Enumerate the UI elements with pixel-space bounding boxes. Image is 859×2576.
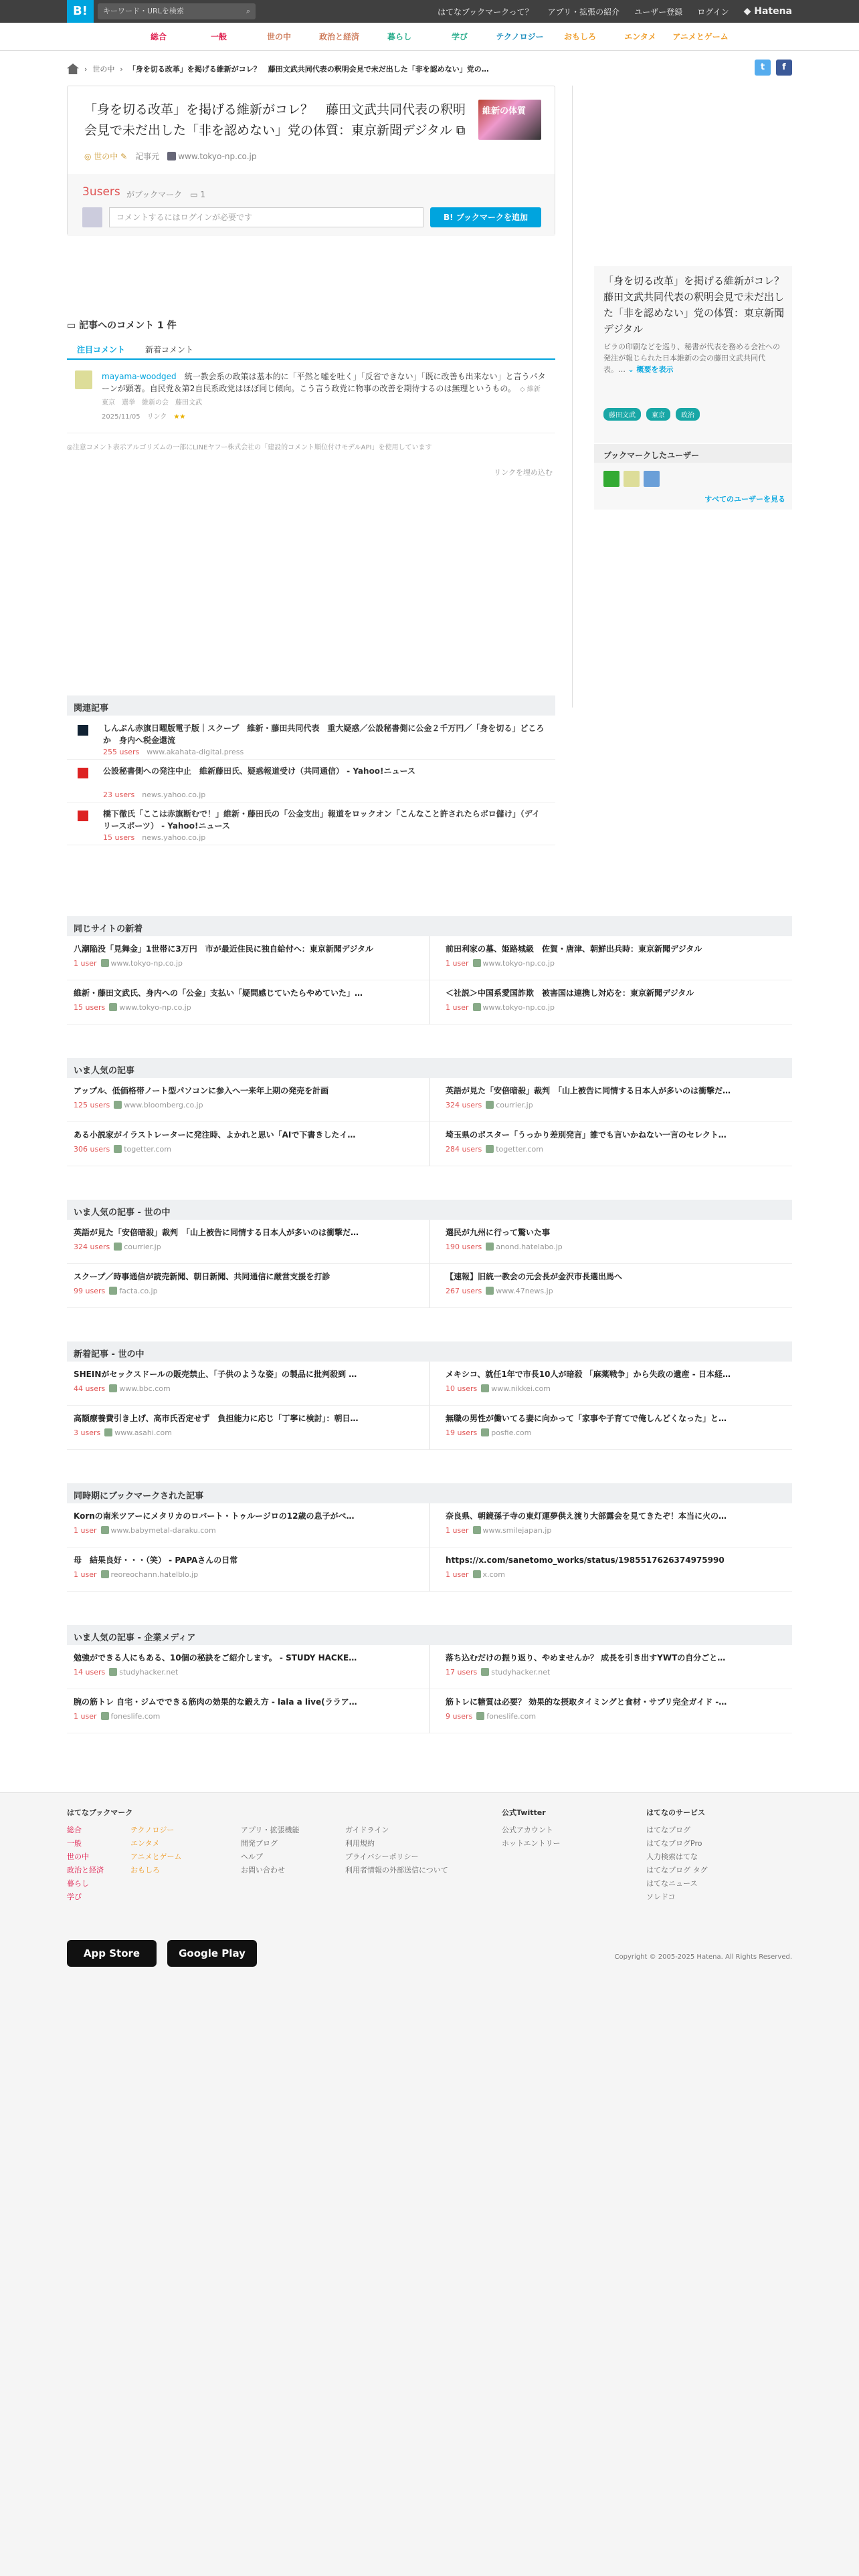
sidebar-summary: ビラの印刷などを巡り、秘書が代表を務める会社への発注が報じられた日本維新の会の藤田文武共同代表。… ⌄ 概要を表示 <box>603 342 780 374</box>
article-users[interactable]: 17 users <box>446 1668 478 1677</box>
article-title[interactable]: 英語が見た「安倍暗殺」裁判 「山上被告に同情する日本人が多いのは衝撃だ… <box>74 1228 359 1237</box>
article-users[interactable]: 1 user <box>74 1570 97 1579</box>
footer-link[interactable]: ヘルプ <box>241 1852 263 1861</box>
footer-link[interactable]: アプリ・拡張機能 <box>241 1826 300 1834</box>
related-item[interactable] <box>67 720 555 760</box>
site-favicon-icon <box>473 1570 481 1578</box>
bookmark-row <box>68 175 555 236</box>
article-meta <box>74 1570 421 1579</box>
site-favicon-icon <box>109 1003 117 1011</box>
footer-link[interactable]: お問い合わせ <box>241 1866 285 1874</box>
article-title[interactable]: 無職の男性が働いてる妻に向かって「家事や子育てで俺しんどくなった」と… <box>446 1414 727 1423</box>
comments-heading: ▭ 記事へのコメント 1 件 <box>67 320 177 331</box>
article-users[interactable]: 1 user <box>446 1003 469 1012</box>
footer-link[interactable]: ガイドライン <box>345 1826 389 1834</box>
embed-link[interactable]: リンクを埋め込む <box>494 468 553 477</box>
category-tab[interactable]: 暮らし <box>387 32 411 41</box>
article-domain[interactable]: www.bbc.com <box>119 1384 171 1393</box>
footer-brand-col <box>67 1806 181 1904</box>
hatena-brand[interactable]: ◆ Hatena <box>743 6 792 17</box>
related-title[interactable]: 公設秘書側への発注中止 維新藤田氏、疑惑報道受け（共同通信） - Yahoo!ニュース <box>103 766 415 776</box>
article-domain[interactable]: facta.co.jp <box>119 1287 158 1295</box>
source-label: 記事元 <box>135 152 160 161</box>
article-item[interactable] <box>67 1503 430 1547</box>
external-link-icon: ⧉ <box>456 123 466 138</box>
apps-link[interactable]: アプリ・拡張の紹介 <box>547 7 620 17</box>
site-favicon-icon <box>104 1428 112 1436</box>
footer-brand: はてなブックマーク <box>67 1808 133 1817</box>
site-favicon-icon <box>481 1428 489 1436</box>
article-title[interactable]: スクープ／時事通信が読売新聞、朝日新聞、共同通信に厳営支援を打診 <box>74 1272 330 1281</box>
article-meta <box>446 1145 784 1154</box>
footer-services-col: はてなのサービス はてなブログ はてなブログPro 人力検索はてな はてなブログ タグ はてなニュース ソレドコ <box>646 1806 708 1904</box>
article-meta <box>74 1243 421 1251</box>
comment-text: 統一教会系の政策は基本的に「平然と嘘を吐く」「反省できない」「既に改善も出来ない」と言うパターンが顕著。自民党＆第2自民系政党はほぼ同じ傾向。こう言う政党に物事の改善を期待するのは無理というもの。 <box>102 372 546 393</box>
article-users[interactable]: 19 users <box>446 1428 478 1437</box>
about-link[interactable]: はてなブックマークって？ <box>437 7 533 17</box>
article-section <box>67 916 792 1025</box>
article-users[interactable]: 1 user <box>446 1526 469 1535</box>
site-favicon-icon <box>473 959 481 967</box>
article-title[interactable]: ある小説家がイラストレーターに発注時、よかれと思い「AIで下書きしたイ… <box>74 1130 356 1140</box>
footer-link[interactable]: 開発ブログ <box>241 1839 278 1848</box>
footer-link[interactable]: 公式アカウント <box>502 1826 553 1834</box>
related-domain[interactable]: www.akahata-digital.press <box>147 748 244 756</box>
footer-link[interactable]: はてなブログPro <box>646 1839 702 1848</box>
article-section <box>67 1625 792 1733</box>
article-item[interactable] <box>67 1406 430 1450</box>
article-meta <box>74 1287 421 1295</box>
footer-link[interactable]: 一般 <box>67 1839 82 1848</box>
article-title[interactable]: 選民が九州に行って驚いた事 <box>446 1228 551 1237</box>
comment-tabs <box>67 341 555 360</box>
comment-algorithm-note: ◎注意コメント表示アルゴリズムの一部にLINEヤフー株式会社の「建設的コメント順位付けモデルAPI」を使用しています <box>67 444 432 451</box>
bookmark-label: がブックマーク ▭ 1 <box>126 190 205 199</box>
register-link[interactable]: ユーザー登録 <box>634 7 683 17</box>
article-users[interactable]: 15 users <box>74 1003 106 1012</box>
section-heading: 同時期にブックマークされた記事 <box>67 1483 792 1503</box>
search-placeholder: キーワード・URLを検索 <box>103 7 184 15</box>
article-users[interactable]: 324 users <box>446 1101 482 1109</box>
article-item[interactable] <box>67 1689 430 1733</box>
site-favicon-icon <box>101 959 109 967</box>
article-meta <box>446 1712 784 1721</box>
article-item[interactable] <box>430 1362 792 1406</box>
site-favicon-icon <box>114 1101 122 1109</box>
article-users[interactable]: 125 users <box>74 1101 110 1109</box>
article-domain[interactable]: studyhacker.net <box>491 1668 551 1677</box>
article-meta <box>446 1003 784 1012</box>
article-users[interactable]: 1 user <box>74 1526 97 1535</box>
hatena-bookmark-logo[interactable]: B! <box>67 0 94 23</box>
article-domain[interactable]: www.tokyo-np.co.jp <box>482 1003 555 1012</box>
article-title[interactable]: https://x.com/sanetomo_works/status/1985517626374975990 <box>446 1555 725 1565</box>
related-heading: 関連記事 <box>67 695 555 716</box>
article-item[interactable] <box>67 1264 430 1308</box>
article-title[interactable]: 高額療養費引き上げ、高市氏否定せず 負担能力に応じ「丁寧に検討」：朝日… <box>74 1414 359 1423</box>
comment-icon: ▭ <box>67 320 76 331</box>
article-item[interactable] <box>430 1122 792 1166</box>
related-domain[interactable]: news.yahoo.co.jp <box>142 833 206 842</box>
footer-link[interactable]: 学び <box>67 1893 82 1901</box>
article-users[interactable]: 44 users <box>74 1384 106 1393</box>
section-heading: いま人気の記事 <box>67 1058 792 1078</box>
article-title[interactable]: 八潮陥没「見舞金」1世帯に3万円 市が最近住民に独自給付へ：東京新聞デジタル <box>74 944 373 954</box>
comment-link[interactable]: リンク <box>147 413 167 421</box>
article-title[interactable]: ＜社説＞中国系愛国詐欺 被害国は連携し対応を：東京新聞デジタル <box>446 988 694 998</box>
footer-link[interactable]: ソレドコ <box>646 1893 676 1901</box>
article-meta <box>446 1384 784 1393</box>
category-tab[interactable]: おもしろ <box>563 32 596 41</box>
article-meta <box>74 959 421 968</box>
site-favicon-icon <box>481 1668 489 1676</box>
section-heading: いま人気の記事 - 企業メディア <box>67 1625 792 1645</box>
article-grid <box>67 1362 792 1450</box>
category-tab[interactable]: エンタメ <box>624 32 656 41</box>
user-avatar <box>82 207 102 227</box>
related-meta <box>103 832 205 843</box>
article-grid <box>67 1220 792 1308</box>
article-title[interactable]: Kornの南米ツアーにメタリカのロバート・トゥルージロの12歳の息子がベ… <box>74 1511 355 1521</box>
bookmark-count[interactable]: 3users <box>82 185 120 199</box>
article-domain[interactable]: www.bloomberg.co.jp <box>124 1101 203 1109</box>
footer-link[interactable]: はてなブログ <box>646 1826 690 1834</box>
site-favicon-icon <box>486 1243 494 1251</box>
category-tab[interactable]: テクノロジー <box>496 32 544 41</box>
site-favicon-icon <box>101 1570 109 1578</box>
top-links <box>438 0 792 23</box>
article-grid <box>67 1078 792 1166</box>
facebook-share-icon[interactable]: f <box>776 60 792 76</box>
article-meta <box>74 1384 421 1393</box>
entry-meta <box>84 150 256 162</box>
section-heading: いま人気の記事 - 世の中 <box>67 1200 792 1220</box>
footer-twitter-col: 公式Twitter 公式アカウント ホットエントリー <box>502 1806 561 1850</box>
article-meta <box>446 1287 784 1295</box>
article-title[interactable]: アップル、低価格帯ノート型パソコンに参入へ一来年上期の発売を計画 <box>74 1086 329 1095</box>
column-divider <box>572 86 573 708</box>
article-item[interactable] <box>430 1406 792 1450</box>
article-meta <box>446 1570 784 1579</box>
bookmarked-users-heading: ブックマークしたユーザー <box>594 443 792 463</box>
article-title[interactable]: 埼玉県のポスター「うっかり差別発言」誰でも言いかねない一言のセレクト… <box>446 1130 727 1140</box>
related-site-icon <box>78 768 88 778</box>
article-item[interactable] <box>430 936 792 980</box>
related-title[interactable]: しんぶん赤旗日曜版電子版｜スクープ 維新・藤田共同代表 重大疑惑／公設秘書側に公金２千万円／「身を切る」どころか 身内へ税金還流 <box>103 724 545 745</box>
article-title[interactable]: SHEINがセックスドールの販売禁止、「子供のような姿」の製品に批判殺到 … <box>74 1370 357 1379</box>
article-item[interactable] <box>430 1220 792 1264</box>
entry-domain[interactable]: www.tokyo-np.co.jp <box>167 152 256 161</box>
site-favicon-icon <box>473 1003 481 1011</box>
article-domain[interactable]: x.com <box>482 1570 505 1579</box>
twitter-share-icon[interactable]: t <box>755 60 771 76</box>
footer-link[interactable]: 人力検索はてな <box>646 1852 698 1861</box>
site-favicon-icon <box>481 1384 489 1392</box>
site-favicon-icon <box>473 1526 481 1534</box>
tab-attention[interactable]: 注目コメント <box>76 345 125 354</box>
entry-title[interactable]: 「身を切る改革」を掲げる維新がコレ？ 藤田文武共同代表の釈明会見で未だ出した「非を認めない」党の体質：東京新聞デジタル ⧉ <box>84 102 466 138</box>
article-item[interactable] <box>67 1547 430 1592</box>
site-favicon-icon <box>109 1384 117 1392</box>
article-meta <box>446 959 784 968</box>
article-item[interactable] <box>430 1264 792 1308</box>
footer-link[interactable]: おもしろ <box>130 1866 160 1874</box>
article-meta <box>446 1243 784 1251</box>
article-item[interactable] <box>430 1645 792 1689</box>
footer-link[interactable]: 総合 <box>67 1826 82 1834</box>
article-domain[interactable]: www.tokyo-np.co.jp <box>119 1003 191 1012</box>
article-domain[interactable]: togetter.com <box>124 1145 171 1154</box>
category-tab[interactable]: アニメとゲーム <box>672 32 729 41</box>
site-favicon-icon <box>486 1287 494 1295</box>
comment-info: 2025/11/05 リンク ★★ <box>102 413 186 421</box>
article-meta <box>74 1101 421 1109</box>
article-item[interactable] <box>430 1689 792 1733</box>
article-meta <box>74 1712 421 1721</box>
article-item[interactable] <box>430 1547 792 1592</box>
article-users[interactable]: 1 user <box>74 1712 97 1721</box>
footer-link[interactable]: 利用者情報の外部送信について <box>345 1866 448 1874</box>
article-domain[interactable]: www.smilejapan.jp <box>482 1526 552 1535</box>
search-icon[interactable]: ⌕ <box>246 7 250 15</box>
see-all-users-link[interactable]: すべてのユーザーを見る <box>704 495 785 504</box>
article-title[interactable]: メキシコ、就任1年で市長10人が暗殺 「麻薬戦争」から失政の遺産 - 日本経… <box>446 1370 731 1379</box>
site-favicon-icon <box>476 1712 484 1720</box>
article-section <box>67 1200 792 1308</box>
article-domain[interactable]: studyhacker.net <box>119 1668 179 1677</box>
related-title[interactable]: 橋下徹氏「ここは赤旗断むで！」維新・藤田氏の「公金支出」報道をロックオン「こんなこと許されたらポロ儲け」（デイリースポーツ） - Yahoo!ニュース <box>103 809 540 831</box>
article-domain[interactable]: reoreochann.hatelblo.jp <box>110 1570 199 1579</box>
show-summary-link[interactable]: ⌄ 概要を表示 <box>628 365 674 374</box>
tag-list <box>603 408 700 421</box>
category-nav <box>0 23 859 51</box>
commenter-name[interactable]: mayama-woodged <box>102 372 177 381</box>
comment-tags: ◇ 維新 東京 選挙 維新の会 藤田文武 <box>102 386 547 407</box>
article-grid <box>67 1645 792 1733</box>
article-users[interactable]: 1 user <box>446 959 469 968</box>
article-domain[interactable]: www.tokyo-np.co.jp <box>482 959 555 968</box>
article-domain[interactable]: posfie.com <box>491 1428 532 1437</box>
footer-link[interactable]: ホットエントリー <box>502 1839 561 1848</box>
footer <box>0 1792 859 2576</box>
site-favicon-icon <box>109 1668 117 1676</box>
related-site-icon <box>78 811 88 821</box>
related-users[interactable]: 15 users <box>103 833 135 842</box>
tab-new[interactable]: 新着コメント <box>145 345 193 354</box>
bookmark-user-avatar[interactable] <box>624 471 640 487</box>
entry-category[interactable]: ◎ 世の中 ✎ <box>84 152 128 161</box>
article-users[interactable]: 267 users <box>446 1287 482 1295</box>
site-favicon-icon <box>109 1287 117 1295</box>
site-favicon-icon <box>167 152 176 160</box>
article-meta <box>446 1428 784 1437</box>
comment-body <box>102 370 550 409</box>
footer-link[interactable]: 暮らし <box>67 1879 89 1888</box>
comment-input[interactable]: コメントするにはログインが必要です <box>109 207 423 227</box>
article-item[interactable] <box>67 1362 430 1406</box>
article-users[interactable]: 190 users <box>446 1243 482 1251</box>
article-item[interactable] <box>67 980 430 1025</box>
footer-link[interactable]: 政治と経済 <box>67 1866 104 1874</box>
article-item[interactable] <box>430 980 792 1025</box>
footer-link[interactable]: はてなニュース <box>646 1879 698 1888</box>
related-site-icon <box>78 725 88 736</box>
app-store-badge[interactable]: App Store <box>67 1940 157 1967</box>
comment-item <box>67 366 555 433</box>
article-title[interactable]: 勉強ができる人にもある、10個の秘訣をご紹介します。 - STUDY HACKE… <box>74 1653 357 1662</box>
article-title[interactable]: 【速報】旧統一教会の元会長が金沢市長選出馬へ <box>446 1272 623 1281</box>
share-buttons <box>755 60 792 76</box>
article-title[interactable]: 母 結果良好・・・（笑） - PAPAさんの日常 <box>74 1555 238 1565</box>
footer-link[interactable]: エンタメ <box>130 1839 160 1848</box>
sidebar-title[interactable]: 「身を切る改革」を掲げる維新がコレ？ 藤田文武共同代表の釈明会見で未だ出した「非を認めない」党の体質：東京新聞デジタル <box>603 275 795 335</box>
related-meta <box>103 789 205 800</box>
article-users[interactable]: 99 users <box>74 1287 106 1295</box>
article-title[interactable]: 落ち込むだけの振り返り、やめませんか？ 成長を引き出すYWTの自分ごと… <box>446 1653 726 1662</box>
entry-thumbnail[interactable]: 維新の体質 <box>478 100 541 140</box>
tag-item[interactable]: 東京 <box>646 408 670 421</box>
copyright: Copyright © 2005-2025 Hatena. All Rights Reserved. <box>614 1953 792 1961</box>
article-item[interactable] <box>67 1220 430 1264</box>
google-play-badge[interactable]: Google Play <box>167 1940 257 1967</box>
article-domain[interactable]: foneslife.com <box>110 1712 161 1721</box>
article-title[interactable]: 筋トレに糖質は必要？ 効果的な摂取タイミングと食材・サプリ完全ガイド -… <box>446 1697 727 1707</box>
article-meta <box>74 1003 421 1012</box>
footer-link[interactable]: アニメとゲーム <box>130 1852 182 1861</box>
article-item[interactable] <box>67 1078 430 1122</box>
related-users[interactable]: 23 users <box>103 790 135 799</box>
article-grid <box>67 1503 792 1592</box>
article-users[interactable]: 284 users <box>446 1145 482 1154</box>
article-domain[interactable]: courrier.jp <box>496 1101 533 1109</box>
entry-card <box>67 86 555 235</box>
article-item[interactable] <box>67 1122 430 1166</box>
article-item[interactable] <box>430 1503 792 1547</box>
article-domain[interactable]: www.47news.jp <box>496 1287 553 1295</box>
footer-link[interactable]: はてなブログ タグ <box>646 1866 708 1874</box>
entry-summary-sidebar <box>594 266 795 510</box>
related-item[interactable] <box>67 762 555 802</box>
section-heading: 新着記事 - 世の中 <box>67 1341 792 1362</box>
bookmark-user-avatar[interactable] <box>603 471 619 487</box>
site-favicon-icon <box>101 1712 109 1720</box>
add-bookmark-button[interactable]: B! ブックマークを追加 <box>430 207 541 227</box>
article-section <box>67 1341 792 1450</box>
article-domain[interactable]: foneslife.com <box>486 1712 537 1721</box>
site-favicon-icon <box>486 1145 494 1153</box>
article-users[interactable]: 9 users <box>446 1712 473 1721</box>
site-favicon-icon <box>101 1526 109 1534</box>
article-item[interactable] <box>430 1078 792 1122</box>
article-meta <box>74 1668 421 1677</box>
article-users[interactable]: 306 users <box>74 1145 110 1154</box>
article-users[interactable]: 324 users <box>74 1243 110 1251</box>
related-meta <box>103 746 244 757</box>
footer-link[interactable]: プライバシーポリシー <box>345 1852 419 1861</box>
article-users[interactable]: 1 user <box>74 959 97 968</box>
article-domain[interactable]: togetter.com <box>496 1145 543 1154</box>
article-meta <box>446 1526 784 1535</box>
article-users[interactable]: 3 users <box>74 1428 101 1437</box>
site-favicon-icon <box>114 1145 122 1153</box>
article-users[interactable]: 1 user <box>446 1570 469 1579</box>
article-item[interactable] <box>67 1645 430 1689</box>
article-domain[interactable]: courrier.jp <box>124 1243 161 1251</box>
related-item[interactable] <box>67 805 555 845</box>
tag-item[interactable]: 藤田文武 <box>603 408 641 421</box>
article-users[interactable]: 10 users <box>446 1384 478 1393</box>
article-section <box>67 1483 792 1592</box>
article-domain[interactable]: www.nikkei.com <box>491 1384 551 1393</box>
section-heading: 同じサイトの新着 <box>67 916 792 936</box>
commenter-avatar[interactable] <box>75 370 92 389</box>
article-item[interactable] <box>67 936 430 980</box>
bookmark-user-avatar[interactable] <box>644 471 660 487</box>
footer-link[interactable]: テクノロジー <box>130 1826 175 1834</box>
site-favicon-icon <box>486 1101 494 1109</box>
article-meta <box>446 1668 784 1677</box>
footer-link[interactable]: 世の中 <box>67 1852 89 1861</box>
category-tab[interactable]: 政治と経済 <box>318 32 359 41</box>
top-bar <box>0 0 859 23</box>
star-icon: ★★ <box>173 413 186 421</box>
article-title[interactable]: 英語が見た「安倍暗殺」裁判 「山上被告に同情する日本人が多いのは衝撃だ… <box>446 1086 731 1095</box>
article-title[interactable]: 維新・藤田文武氏、身内への「公金」支払い「疑問感じていたらやめていた」… <box>74 988 363 998</box>
article-domain[interactable]: www.asahi.com <box>114 1428 172 1437</box>
article-users[interactable]: 14 users <box>74 1668 106 1677</box>
article-domain[interactable]: anond.hatelabo.jp <box>496 1243 563 1251</box>
related-domain[interactable]: news.yahoo.co.jp <box>142 790 206 799</box>
login-link[interactable]: ログイン <box>697 7 729 17</box>
article-title[interactable]: 腕の筋トレ 自宅・ジムでできる筋肉の効果的な鍛え方 - lala a live(ララア… <box>74 1697 357 1707</box>
article-section <box>67 1058 792 1166</box>
breadcrumb: › 世の中 › 「身を切る改革」を掲げる維新がコレ？ 藤田文武共同代表の釈明会見で未だ出した「非を認めない」党の… <box>67 59 792 79</box>
comment-icon: ▭ <box>190 190 198 199</box>
search-input[interactable] <box>98 3 256 19</box>
home-icon[interactable] <box>67 64 79 74</box>
article-grid <box>67 936 792 1025</box>
article-domain[interactable]: www.tokyo-np.co.jp <box>110 959 183 968</box>
footer-link[interactable]: 利用規約 <box>345 1839 375 1848</box>
article-title[interactable]: 奈良県、朝鏡孫子寺の東灯運夢供え渡り大部露会を見てきたぞ！本当に火の… <box>446 1511 727 1521</box>
breadcrumb-category[interactable]: 世の中 <box>92 65 115 74</box>
article-meta <box>74 1526 421 1535</box>
category-tab[interactable]: 総合 <box>150 32 167 41</box>
site-favicon-icon <box>114 1243 122 1251</box>
article-domain[interactable]: www.babymetal-daraku.com <box>110 1526 216 1535</box>
category-tab[interactable]: 世の中 <box>266 32 291 41</box>
category-tab[interactable]: 一般 <box>210 32 227 41</box>
related-users[interactable]: 255 users <box>103 748 140 756</box>
breadcrumb-title: 「身を切る改革」を掲げる維新がコレ？ 藤田文武共同代表の釈明会見で未だ出した「非を認めない」党の… <box>128 65 489 74</box>
category-tab[interactable]: 学び <box>451 32 468 41</box>
article-meta <box>446 1101 784 1109</box>
article-meta <box>74 1428 421 1437</box>
article-meta <box>74 1145 421 1154</box>
article-title[interactable]: 前田利家の墓、姫路城級 佐賀・唐津、朝鮮出兵時：東京新聞デジタル <box>446 944 702 954</box>
tag-item[interactable]: 政治 <box>676 408 700 421</box>
